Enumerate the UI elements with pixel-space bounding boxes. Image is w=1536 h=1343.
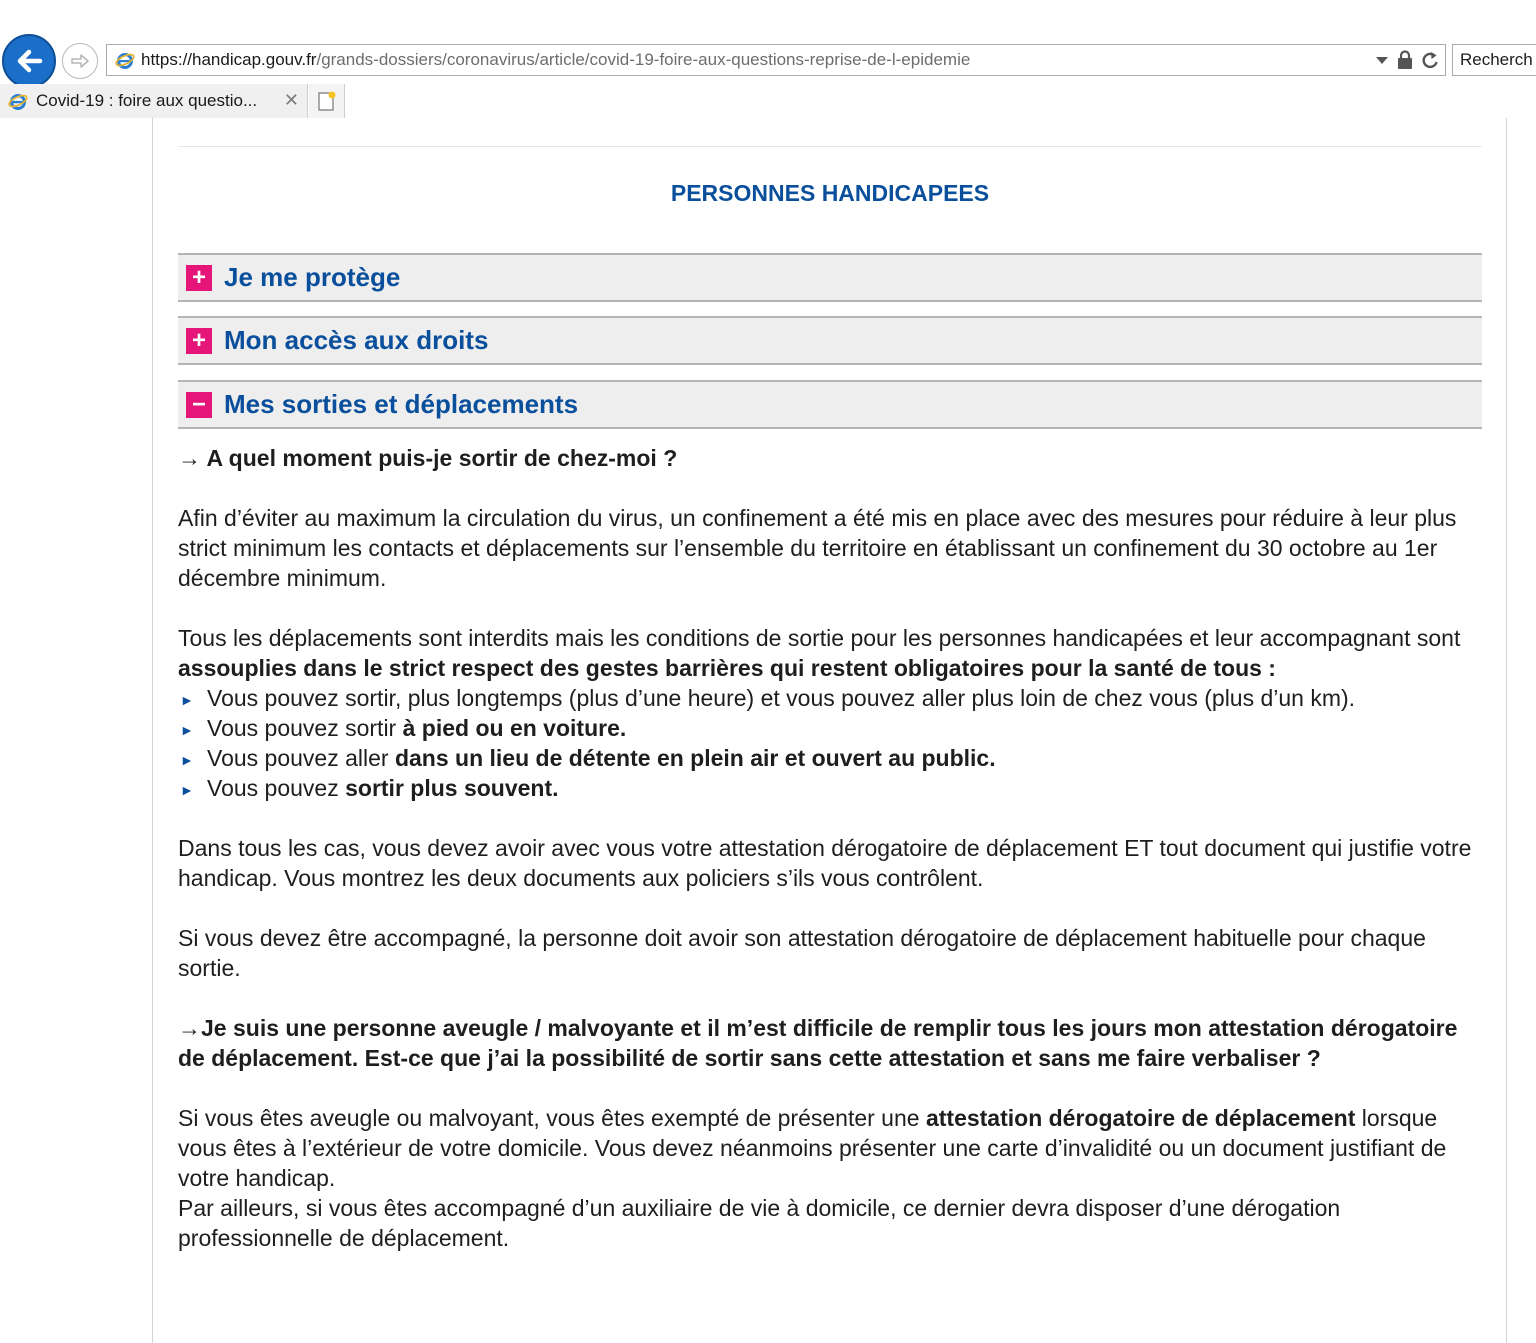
url-host: https://handicap.gouv.fr (141, 50, 317, 69)
accordion-label[interactable]: Mes sorties et déplacements (224, 389, 579, 419)
accordion-mes-sorties-et-deplacements[interactable] (178, 380, 1482, 429)
divider (178, 146, 1482, 147)
paragraph-3: Dans tous les cas, vous devez avoir avec vous votre attestation dérogatoire de déplacement ET tout document qui justifie votre handicap. Vous montrez les deux documents aux policiers s’ils vous contrôlent. (178, 835, 1472, 891)
text-normal: Tous les déplacements sont interdits mais les conditions de sortie pour les personnes handicapées et leur accompagnant sont (178, 625, 1461, 651)
tab-title: Covid-19 : foire aux questio... (36, 91, 258, 110)
bullet-list (178, 683, 1478, 803)
frame-border-right (1506, 118, 1507, 1343)
bullet-marker-icon: ► (180, 752, 194, 768)
dropdown-icon[interactable] (1375, 55, 1389, 65)
url-path: /grands-dossiers/coronavirus/article/covid-19-foire-aux-questions-reprise-de-l-epidemie (316, 50, 971, 69)
search-input[interactable]: Recherch (1452, 44, 1536, 76)
plus-icon[interactable]: + (186, 265, 212, 291)
paragraph-6: Par ailleurs, si vous êtes accompagné d’un auxiliaire de vie à domicile, ce dernier devra disposer d’une dérogation professionnelle de déplacement. (178, 1195, 1341, 1251)
bullet-marker-icon: ► (180, 692, 194, 708)
list-item: ► Vous pouvez sortir plus souvent. (178, 773, 1478, 803)
text-bold: assouplies dans le strict respect des gestes barrières qui restent obligatoires pour la santé de tous : (178, 655, 1276, 681)
paragraph-4: Si vous devez être accompagné, la personne doit avoir son attestation dérogatoire de déplacement habituelle pour chaque sortie. (178, 925, 1426, 981)
accordion-label[interactable]: Je me protège (224, 262, 401, 292)
accordion-mon-acces-aux-droits[interactable] (178, 316, 1482, 365)
back-arrow-icon (12, 44, 46, 78)
browser-tab[interactable] (0, 84, 308, 118)
bullet-marker-icon: ► (180, 722, 194, 738)
new-tab-icon (316, 90, 338, 112)
forward-button[interactable] (62, 43, 98, 79)
url-text[interactable] (141, 50, 1375, 70)
refresh-icon[interactable] (1421, 50, 1439, 70)
question-1: → A quel moment puis-je sortir de chez-moi ? (178, 445, 678, 471)
address-bar[interactable] (106, 44, 1446, 76)
section-title: PERSONNES HANDICAPEES (670, 180, 990, 206)
accordion-je-me-protege[interactable] (178, 253, 1482, 302)
tab-ie-icon (8, 91, 28, 111)
new-tab-button[interactable] (309, 84, 345, 118)
bullet-marker-icon: ► (180, 782, 194, 798)
frame-border-left (152, 118, 153, 1343)
paragraph-1: Afin d’éviter au maximum la circulation du virus, un confinement a été mis en place avec des mesures pour réduire à leur plus strict minimum les contacts et déplacements sur l’ensemble du territoire en établissant un confinement du 30 octobre au 1er décembre minimum. (178, 505, 1457, 591)
back-button[interactable] (2, 34, 56, 88)
list-item: ► Vous pouvez sortir à pied ou en voiture. (178, 713, 1478, 743)
list-item: ► Vous pouvez aller dans un lieu de détente en plein air et ouvert au public. (178, 743, 1478, 773)
plus-icon[interactable]: + (186, 328, 212, 354)
lock-icon[interactable] (1397, 50, 1413, 70)
ie-icon (115, 50, 135, 70)
paragraph-5: Si vous êtes aveugle ou malvoyant, vous êtes exempté de présenter une attestation dérogatoire de déplacement lorsque vous êtes à l’extérieur de votre domicile. Vous devez néanmoins présenter une carte d’invalidité ou un document justifiant de votre handicap. (178, 1105, 1447, 1191)
paragraph-2 (178, 623, 1478, 683)
forward-arrow-icon (69, 50, 91, 72)
question-2: →Je suis une personne aveugle / malvoyante et il m’est difficile de remplir tous les jours mon attestation dérogatoire de déplacement. Est-ce que j’ai la possibilité de sortir sans cette attestation et sans me faire verbaliser ? (178, 1015, 1458, 1071)
minus-icon[interactable]: − (186, 392, 212, 418)
accordion-label[interactable]: Mon accès aux droits (224, 325, 489, 355)
accordion-content (178, 443, 1478, 1253)
close-icon[interactable]: ✕ (283, 90, 299, 110)
browser-chrome (0, 0, 1536, 118)
list-item: ► Vous pouvez sortir, plus longtemps (plus d’une heure) et vous pouvez aller plus loin de chez vous (plus d’un km). (178, 683, 1478, 713)
